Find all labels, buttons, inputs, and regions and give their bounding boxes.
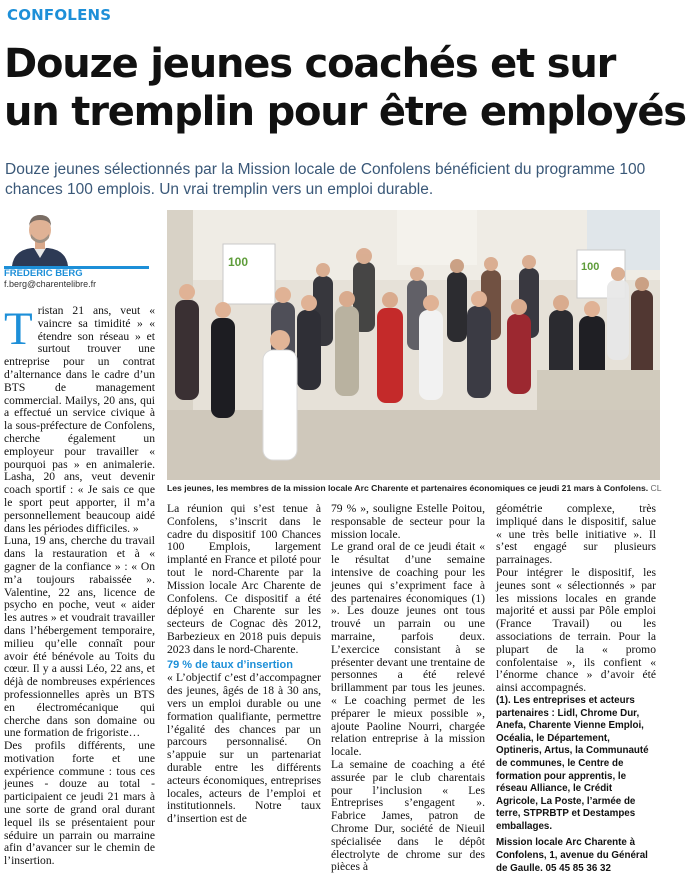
standfirst: Douze jeunes sélectionnés par la Mission locale de Confolens bénéficient du programme 100 chances 100 emplois. Un vrai tremplin vers un emploi durable.	[5, 161, 646, 198]
headline-line-2: un tremplin pour être employés	[4, 89, 686, 135]
group-photo-drawing	[167, 210, 660, 480]
column3-paragraph: La semaine de coaching a été assurée par le club charentais pour l’inclusion « Les Entreprises s’engagent ». Fabrice James, patron de Chrome Dur, société de Nieuil spécialisée dans le dépôt électrolyte de chrome sur des pièces à	[331, 757, 485, 874]
column3-paragraph: 79 % », souligne Estelle Poitou, responsable de secteur pour la mission locale.	[331, 502, 485, 541]
article-column-4	[496, 502, 656, 874]
subhead-insertion-rate: 79 % de taux d’insertion	[167, 658, 293, 671]
author-email[interactable]: f.berg@charentelibre.fr	[4, 279, 97, 289]
column2-paragraph: La réunion qui s’est tenue à Confolens, s’inscrit dans le cadre du dispositif 100 Chances 100 Emplois, largement implanté en France et piloté pour tout le nord-Charente par la Mission locale Arc Charente de Confolens. Ce dispositif a été déployé en Charente sur les secteurs de Cognac dès 2012, Barbezieux en 2018 puis depuis 2023 dans le nord-Charente.	[167, 502, 321, 656]
banner-text-right: 100	[581, 261, 600, 273]
group-photo	[167, 210, 660, 480]
contact-info: Mission locale Arc Charente à Confolens, 1, avenue du Général de Gaulle. 05 45 85 36 32	[496, 837, 648, 874]
photo-caption-text: Les jeunes, les membres de la mission locale Arc Charente et partenaires économiques ce jeudi 21 mars à Confolens.	[167, 483, 649, 493]
headline	[4, 40, 686, 136]
column2-paragraph: « L’objectif c’est d’accompagner des jeunes, âgés de 18 à 30 ans, vers un emploi durable ou une formation qualifiante, permettre l’égalité des chances par un parcours personnalisé. On s’appuie sur un partenariat durable entre les différents acteurs économiques, entreprises locales, acteurs de l’emploi et institutionnels. Notre taux d’insertion est de	[167, 671, 321, 826]
column4-paragraph: Pour intégrer le dispositif, les jeunes sont « sélectionnés » par les missions locales en grande majorité et aussi par Pôle emploi (France Travail) ou les associations de terrain. Pour la plupart de la « promo confolentaise », ils confient « l’énorme chance » d’avoir été ainsi accompagnés.	[496, 565, 656, 695]
article-column-1	[4, 303, 155, 868]
column4-paragraph: géométrie complexe, très impliqué dans le dispositif, salue « une très belle initiative ». Il s’est engagé sur plusieurs parrainages.	[496, 502, 656, 567]
partners-note-text: (1). Les entreprises et acteurs partenaires : Lidl, Chrome Dur, Anefa, Charente Vienne Emploi, Océalia, le Département, Optineris, Artus, la Communauté de communes, le Centre de formation pour apprentis, le réseau Alliance, le Crédit Agricole, La Poste, l’armée de terre, STPRBTP et Destampes emballages.	[496, 694, 649, 832]
photo-caption	[167, 483, 660, 494]
photo-credit: CL	[650, 483, 662, 493]
article-column-3	[331, 502, 485, 874]
author-portrait-drawing	[4, 210, 149, 266]
column1-paragraph: ristan 21 ans, veut « vaincre sa timidité » « étendre son réseau » et surtout trouver une entreprise pour un contrat d’alternance dans le cadre d’un BTS de management commercial. Mailys, 20 ans, qui a effectué un service civique à la sous-préfecture de Confolens, cherche également un employeur pour travailler « pourquoi pas » en animalerie. Lasha, 20 ans, veut devenir coach sportif : « Je sais ce que le sport peut apporter, il m’a personnellement beaucoup aidé dans les périodes difficiles. »	[4, 304, 155, 535]
author-name: FRÉDÉRIC BERG	[4, 268, 83, 279]
article-column-2	[167, 502, 321, 826]
headline-line-1: Douze jeunes coachés et sur	[4, 41, 616, 87]
author-portrait	[4, 210, 149, 269]
partners-note	[496, 695, 656, 875]
column3-paragraph: Le grand oral de ce jeudi était « le résultat d’une semaine intensive de coaching pour les jeunes qui s’expriment face à des partenaires économiques (1) ». Les douze jeunes ont tous trouvé un parrain ou une marraine, parfois deux. L’exercice consistant à se présenter devant une trentaine de personnes a été relevé brillamment par tous les jeunes. « Le coaching permet de les préparer le mieux possible », ajoute Paoline Nourri, chargée relation entreprise à la mission locale.	[331, 540, 485, 759]
column1-paragraph: Luna, 19 ans, cherche du travail dans la restauration et à « gagner de la confiance » : « On m’a toujours rabaissée ». Valentine, 22 ans, licence de psycho en poche, veut « aider les autres » et voudrait travailler dans l’hébergement temporaire, milieu qu’elle connaît pour avoir été bénévole au Toits du cœur. Il y a aussi Léo, 22 ans, et déjà de nombreuses expériences professionnelles après un BTS en électromécanique qui cherche dans son domaine ou une formation de frigoriste…	[4, 534, 155, 740]
banner-text-left: 100	[228, 255, 249, 269]
column1-paragraph: Des profils différents, une motivation forte et une expérience commune : tous ces jeunes - douze au total - participaient ce jeudi 21 mars à une sorte de grand oral durant lequel ils se présentaient pour séduire un parrain ou marraine afin d’avancer sur le chemin de l’insertion.	[4, 739, 155, 868]
section-label: CONFOLENS	[7, 6, 112, 24]
drop-cap: T	[4, 303, 33, 355]
